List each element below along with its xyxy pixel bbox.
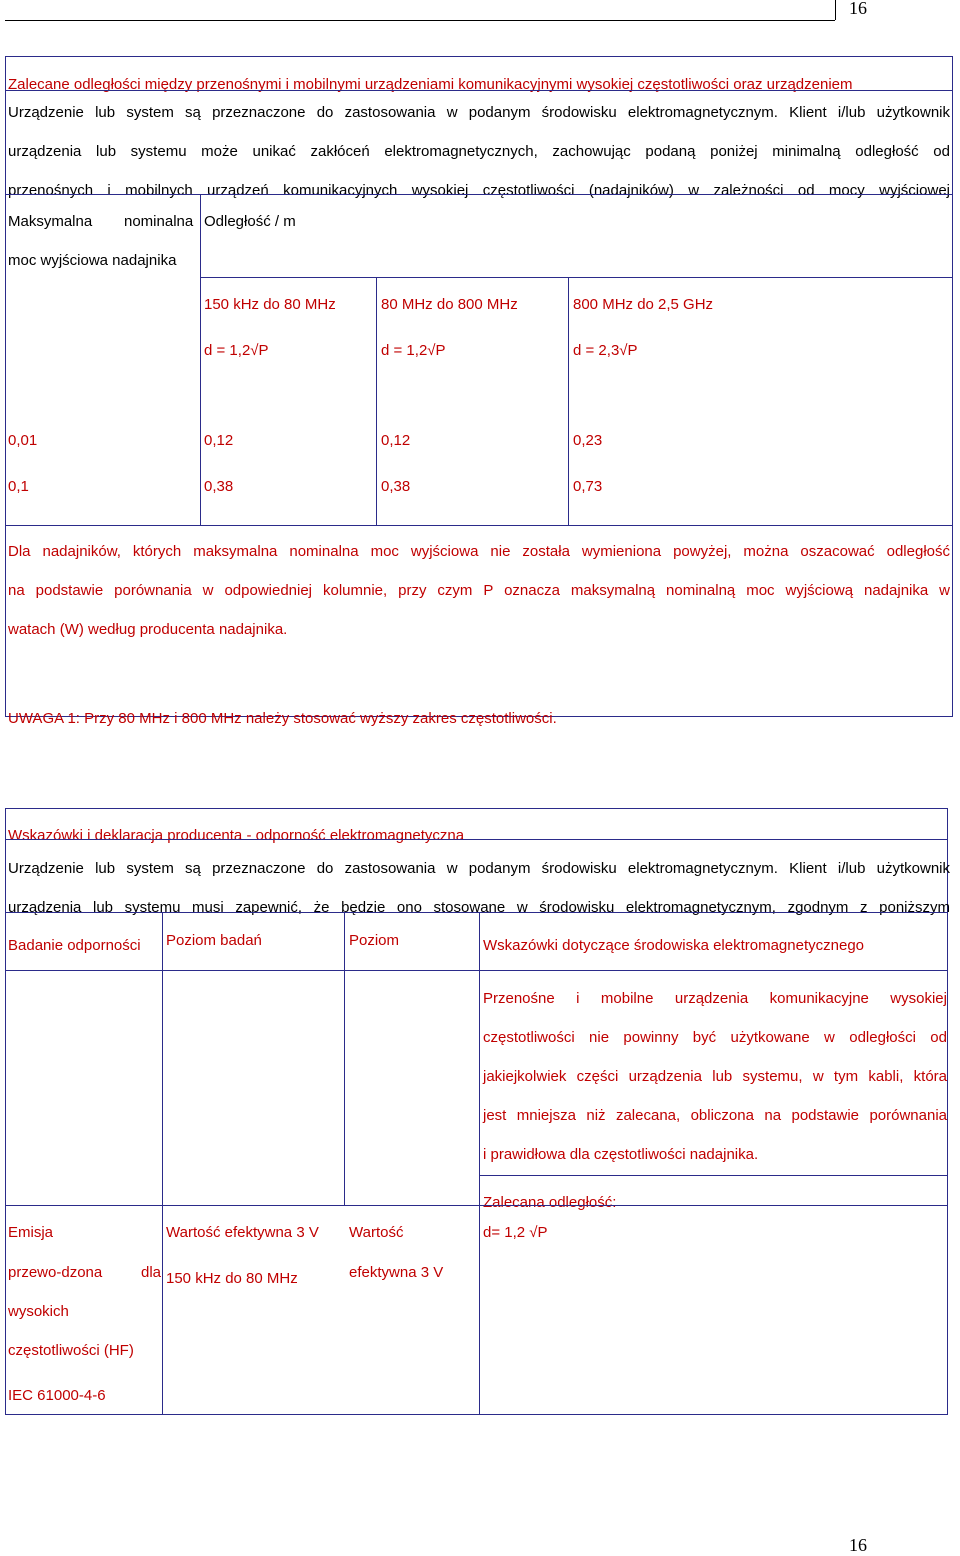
section2-title: Wskazówki i deklaracja producenta - odporność elektromagnetyczna (8, 827, 465, 844)
power-header-line2: moc wyjściowa nadajnika (8, 252, 177, 269)
band1-range: 150 kHz do 80 MHz (204, 296, 336, 313)
band3-range: 800 MHz do 2,5 GHz (573, 296, 714, 313)
test-emisja: Emisja (8, 1224, 54, 1241)
guidance-line2: częstotliwości nie powinny być użytkowane w odległości od (483, 1029, 947, 1046)
distance-header: Odległość / m (204, 213, 296, 230)
page-number-bottom: 16 (849, 1535, 867, 1555)
note-line2: na podstawie porównania w odpowiedniej kolumnie, przy czym P oznacza maksymalną nominalną moc wyjściową nadajnika w (8, 582, 950, 599)
level-line1: Wartość efektywna 3 V (166, 1224, 319, 1241)
table-cell: 0,12 (381, 432, 411, 449)
section2-intro-line2: urządzenia lub systemu musi zapewnić, że będzie ono stosowane w środowisku elektromagnetycznym, zgodnym z poniższym (8, 899, 950, 916)
band2-range: 80 MHz do 800 MHz (381, 296, 518, 313)
compliance-line2: efektywna 3 V (349, 1264, 444, 1281)
table-row-power: 0,01 (8, 432, 38, 449)
test-wysokich: wysokich (8, 1303, 69, 1320)
header-compliance: Poziom (349, 932, 400, 949)
power-header-b: nominalna (124, 213, 194, 230)
section2-title-box (8, 808, 945, 844)
guidance-line5: i prawidłowa dla częstotliwości nadajnika. (483, 1146, 759, 1163)
recommended-label-box (483, 1185, 943, 1211)
guidance-line4: jest mniejsza niż zalecana, obliczona na podstawie porównania (483, 1107, 947, 1124)
header-test: Badanie odporności (8, 937, 141, 954)
section1-title-box (8, 56, 950, 93)
section1-intro-line3-box (8, 180, 950, 199)
guidance-line3: jakiejkolwiek części urządzenia lub systemu, w tym kabli, która (483, 1068, 947, 1085)
test-standard: IEC 61000-4-6 (8, 1387, 106, 1404)
table-cell: 0,23 (573, 432, 603, 449)
table-row-power: 0,1 (8, 478, 29, 495)
header-guidance: Wskazówki dotyczące środowiska elektromagnetycznego (483, 937, 864, 954)
test-przewodzona: przewo-dzona (8, 1264, 103, 1281)
table-cell: 0,73 (573, 478, 603, 495)
section1-intro-line1: Urządzenie lub system są przeznaczone do zastosowania w podanym środowisku elektromagnetycznym. Klient i/lub użytkownik (8, 104, 950, 121)
section2-intro-line2-box (8, 896, 950, 916)
section1-intro-line3: przenośnych i mobilnych urządzeń komunikacyjnych wysokiej częstotliwości (nadajników) w zależności od mocy wyjściowej (8, 182, 950, 199)
section1-intro-line2: urządzenia lub systemu może unikać zakłóceń elektromagnetycznych, zachowując podaną poniżej minimalną odległość od (8, 143, 950, 160)
section1-title: Zalecane odległości między przenośnymi i mobilnymi urządzeniami komunikacyjnymi wysokiej częstotliwości oraz urządzeniem (8, 76, 853, 93)
note-line3: watach (W) według producenta nadajnika. (8, 621, 288, 638)
uwaga-text: UWAGA 1: Przy 80 MHz i 800 MHz należy stosować wyższy zakres częstotliwości. (8, 710, 557, 727)
level-line2: 150 kHz do 80 MHz (166, 1270, 298, 1287)
header-rule-tick (835, 0, 836, 20)
test-czestotliwosci: częstotliwości (HF) (8, 1342, 134, 1359)
power-header-a: Maksymalna (8, 213, 93, 230)
band1-formula: d = 1,2√P (204, 342, 269, 359)
table-cell: 0,38 (204, 478, 234, 495)
test-dla: dla (141, 1264, 162, 1281)
header-level: Poziom badań (166, 932, 262, 949)
page-number-top: 16 (849, 0, 867, 18)
section2-intro-line1: Urządzenie lub system są przeznaczone do zastosowania w podanym środowisku elektromagnetycznym. Klient i/lub użytkownik (8, 860, 950, 877)
uwaga-box (8, 700, 950, 727)
compliance-line1: Wartość (349, 1224, 404, 1241)
band3-formula: d = 2,3√P (573, 342, 638, 359)
table-cell: 0,12 (204, 432, 234, 449)
recommended-formula: d= 1,2 √P (483, 1224, 548, 1241)
table-cell: 0,38 (381, 478, 411, 495)
recommended-label: Zalecana odległość: (483, 1194, 617, 1211)
guidance-line1: Przenośne i mobilne urządzenia komunikacyjne wysokiej (483, 990, 947, 1007)
header-rule (5, 20, 835, 21)
band2-formula: d = 1,2√P (381, 342, 446, 359)
note-line1: Dla nadajników, których maksymalna nominalna moc wyjściowa nie została wymieniona powyżej, można oszacować odległość (8, 543, 950, 560)
